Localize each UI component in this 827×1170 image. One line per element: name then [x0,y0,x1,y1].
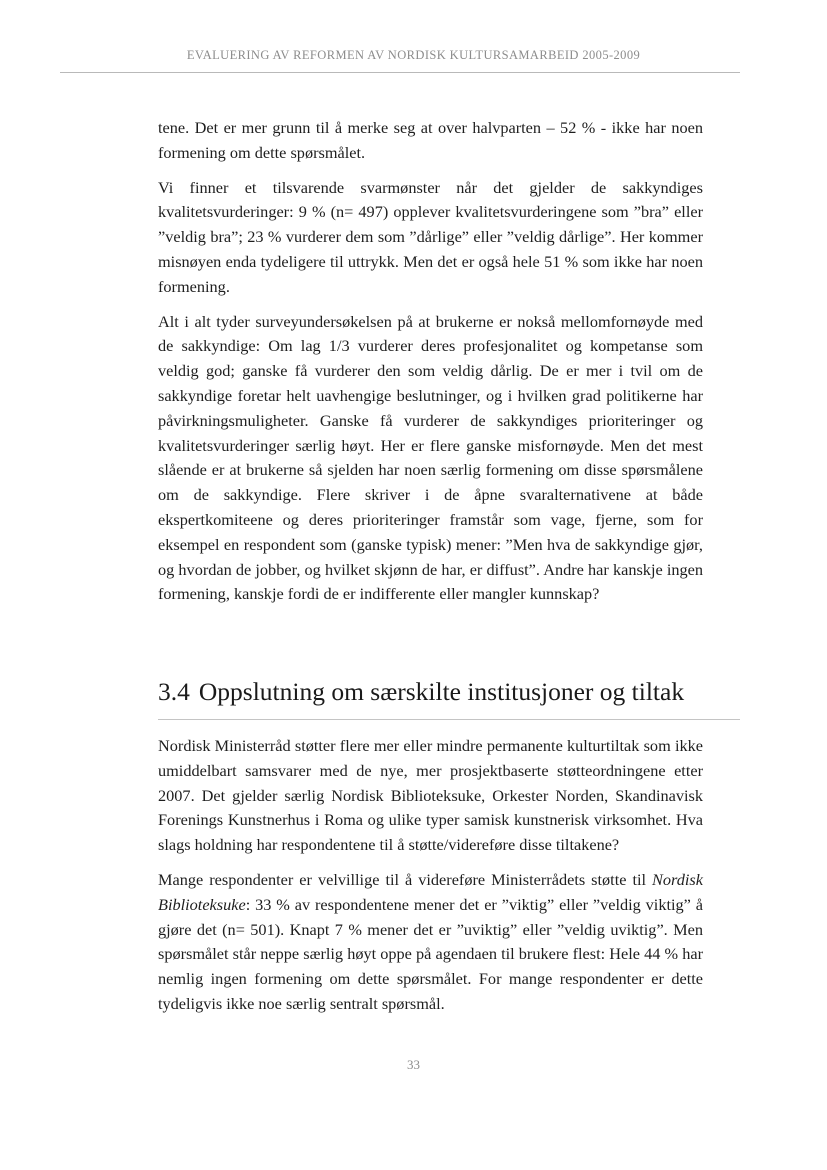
section-title: Oppslutning om særskilte institusjoner og tiltak [198,677,685,706]
section-heading [158,676,758,708]
paragraph: tene. Det er mer grunn til å merke seg at over halvparten – 52 % - ikke har noen formening om dette spørsmålet. [158,118,703,162]
text-run: : 33 % av respondentene mener det er ”viktig” eller ”veldig viktig” å gjøre det (n= 501). Knapt 7 % mener det er ”uviktig” eller ”veldig uviktig”. Men spørsmålet står neppe særlig høyt oppe på agendaen til brukere flest: Hele 44 % har nemlig ingen formening om dette spørsmålet. For mange respondenter er dette tydeligvis ikke noe særlig sentralt spørsmål. [158,894,703,1013]
header-divider [60,72,740,73]
italic-title: Nordisk Biblioteksuke [158,869,703,914]
paragraph: Alt i alt tyder surveyundersøkelsen på at brukerne er nokså mellomfornøyde med de sakkyndige: Om lag 1/3 vurderer deres profesjonalitet og kompetanse som veldig god; ganske få vurderer den som veldig dårlig. De er mer i tvil om de sakkyndige foretar helt uavhengige beslutninger, og i hvilken grad politikerne har påvirkningsmuligheter. Ganske få vurderer de sakkyndiges prioriteringer og kvalitetsvurderinger særlig høyt. Her er flere ganske misfornøyde. Men det mest slående er at brukerne så sjelden har noen særlig formening om disse spørsmålene om de sakkyndige. Flere skriver i de åpne svaralternativene at både ekspertkomiteene og deres prioriteringer framstår som vage, fjerne, som for eksempel en respondent som (ganske typisk) mener: ”Men hva de sakkyndige gjør, og hvordan de jobber, og hvilket skjønn de har, er diffust”. Andre har kanskje ingen formening, kanskje fordi de er indifferente eller mangler kunnskap? [158,311,703,604]
section-body-text [158,734,703,1017]
body-text [158,116,703,607]
text-run: Mange respondenter er velvillige til å videreføre Ministerrådets støtte til [158,869,653,889]
running-header: EVALUERING AV REFORMEN AV NORDISK KULTURSAMARBEID 2005-2009 [186,48,641,62]
paragraph: Vi finner et tilsvarende svarmønster når det gjelder de sakkyndiges kvalitetsvurderinger: 9 % (n= 497) opplever kvalitetsvurderingene som ”bra” eller ”veldig bra”; 23 % vurderer dem som ”dårlige” eller ”veldig dårlige”. Her kommer misnøyen enda tydeligere til uttrykk. Men det er også hele 51 % som ikke har noen formening. [158,177,703,296]
page-number: 33 [407,1057,420,1072]
paragraph: Nordisk Ministerråd støtter flere mer eller mindre permanente kulturtiltak som ikke umiddelbart samsvarer med de nye, mer prosjektbaserte støtteordningene etter 2007. Det gjelder særlig Nordisk Biblioteksuke, Orkester Norden, Skandinavisk Forenings Kunstnerhus i Roma og ulike typer samisk kunstnerisk virksomhet. Hva slags holdning har respondentene til å støtte/videreføre disse tiltakene? [158,736,703,855]
paragraph [158,868,703,1017]
section-divider [158,719,740,720]
section-number: 3.4 [158,677,190,706]
